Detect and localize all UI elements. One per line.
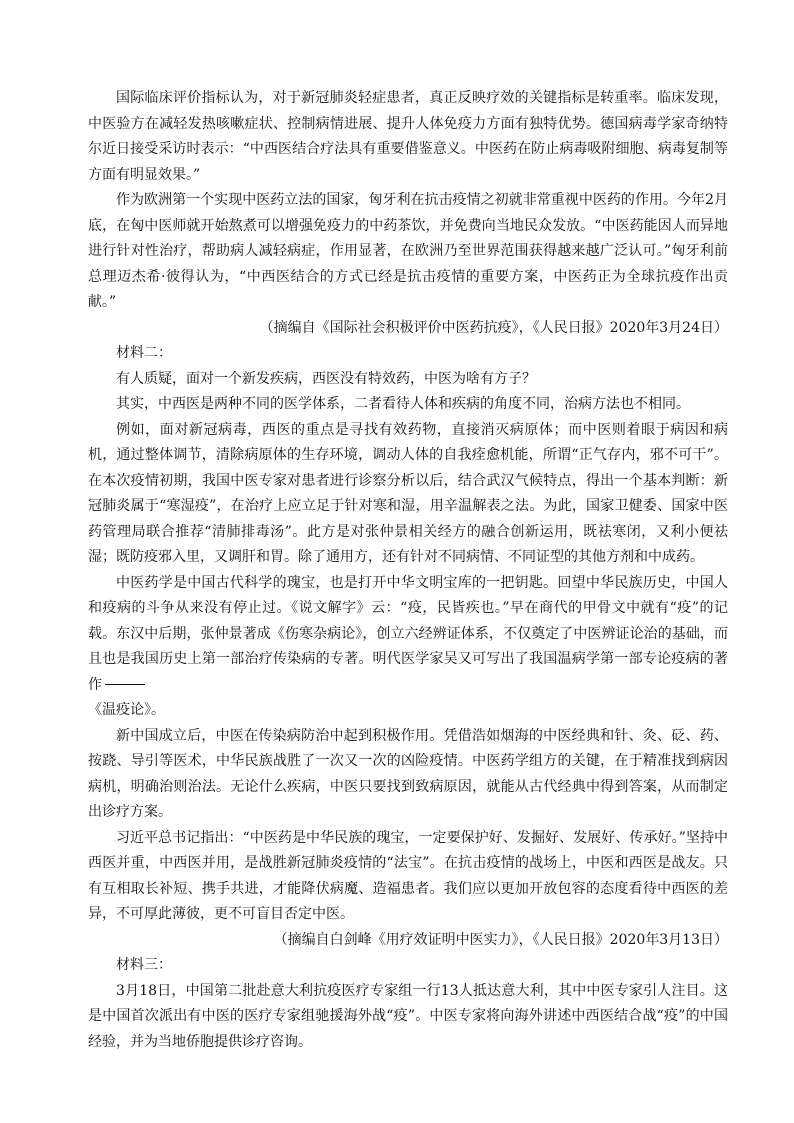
material-three-heading: 材料三： bbox=[116, 957, 172, 973]
paragraph-1: 国际临床评价指标认为，对于新冠肺炎轻症患者，真正反映疗效的关键指标是转重率。临床发现，中医验方在减轻发热咳嗽症状、控制病情进展、提升人体免疫力方面有独特优势。德国病毒学家奇纳特尔近日接受采访时表示：“中西医结合疗法具有重要借鉴意义。中医药在防止病毒吸附细胞、病毒复制等方面有明显效果。” bbox=[88, 90, 728, 183]
paragraph-6 bbox=[88, 571, 728, 699]
dash-line bbox=[105, 684, 145, 685]
paragraph-4: 其实，中西医是两种不同的医学体系，二者看待人体和疾病的角度不同，治病方法也不相同。 bbox=[116, 396, 690, 412]
paragraph-5: 例如，面对新冠病毒，西医的重点是寻找有效药物，直接消灭病原体；而中医则着眼于病因和病机，通过整体调节，清除病原体的生存环境，调动人体的自我痊愈机能，所谓“正气存内，邪不可干”。在本次疫情初期，我国中医专家对患者进行诊察分析以后，结合武汉气候特点，得出一个基本判断：新冠肺炎属于“寒湿疫”，在治疗上应立足于针对寒和湿，用辛温解表之法。为此，国家卫健委、国家中医药管理局联合推荐“清肺排毒汤”。此方是对张仲景相关经方的融合创新运用，既祛寒闭，又利小便祛湿；既防疫邪入里，又调肝和胃。除了通用方，还有针对不同病情、不同证型的其他方剂和中成药。 bbox=[88, 421, 728, 565]
paragraph-7: 新中国成立后，中医在传染病防治中起到积极作用。凭借浩如烟海的中医经典和针、灸、砭、药、按跷、导引等医术，中华民族战胜了一次又一次的凶险疫情。中医药学组方的关键，在于精准找到病因病机，明确治则治法。无论什么疾病，中医只要找到致病原因，就能从古代经典中得到答案，从而制定出诊疗方案。 bbox=[88, 727, 728, 820]
paragraph-6-continued: 《温疫论》。 bbox=[88, 702, 165, 718]
paragraph-8: 习近平总书记指出：“中医药是中华民族的瑰宝，一定要保护好、发掘好、发展好、传承好。”坚持中西医并重，中西医并用，是战胜新冠肺炎疫情的“法宝”。在抗击疫情的战场上，中医和西医是战友。只有互相取长补短、携手共进，才能降伏病魔、造福患者。我们应以更加开放包容的态度看待中西医的差异，不可厚此薄彼，更不可盲目否定中医。 bbox=[88, 829, 728, 922]
material-two-heading: 材料二： bbox=[116, 345, 172, 361]
source-citation-2: （摘编自白剑峰《用疗效证明中医实力》，《人民日报》2020年3月13日） bbox=[273, 931, 728, 948]
source-citation-1: （摘编自《国际社会积极评价中医药抗疫》，《人民日报》2020年3月24日） bbox=[259, 319, 728, 336]
paragraph-2: 作为欧洲第一个实现中医药立法的国家，匈牙利在抗击疫情之初就非常重视中医药的作用。今年2月底，在匈中医师就开始熬煮可以增强免疫力的中药茶饮，并免费向当地民众发放。“中医药能因人而异地进行针对性治疗，帮助病人减轻病症，作用显著，在欧洲乃至世界范围获得越来越广泛认可。”匈牙利前总理迈杰希·彼得认为，“中西医结合的方式已经是抗击疫情的重要方案，中医药正为全球抗疫作出贡献。” bbox=[88, 192, 728, 310]
paragraph-9: 3月18日，中国第二批赴意大利抗疫医疗专家组一行13人抵达意大利，其中中医专家引人注目。这是中国首次派出有中医的医疗专家组驰援海外战“疫”。中医专家将向海外讲述中西医结合战“疫”的中国经验，并为当地侨胞提供诊疗咨询。 bbox=[88, 982, 728, 1050]
paragraph-3: 有人质疑，面对一个新发疾病，西医没有特效药，中医为啥有方子？ bbox=[116, 370, 536, 387]
document-page bbox=[88, 86, 728, 1055]
paragraph-6-text: 中医药学是中国古代科学的瑰宝，也是打开中华文明宝库的一把钥匙。回望中华民族历史，中国人和疫病的斗争从来没有停止过。《说文解字》云：“疫，民皆疾也。”早在商代的甲骨文中就有“疫”的记载。东汉中后期，张仲景著成《伤寒杂病论》，创立六经辨证体系，不仅奠定了中医辨证论治的基础，而且也是我国历史上第一部治疗传染病的专著。明代医学家吴又可写出了我国温病学第一部专论疫病的著作 bbox=[88, 574, 728, 693]
